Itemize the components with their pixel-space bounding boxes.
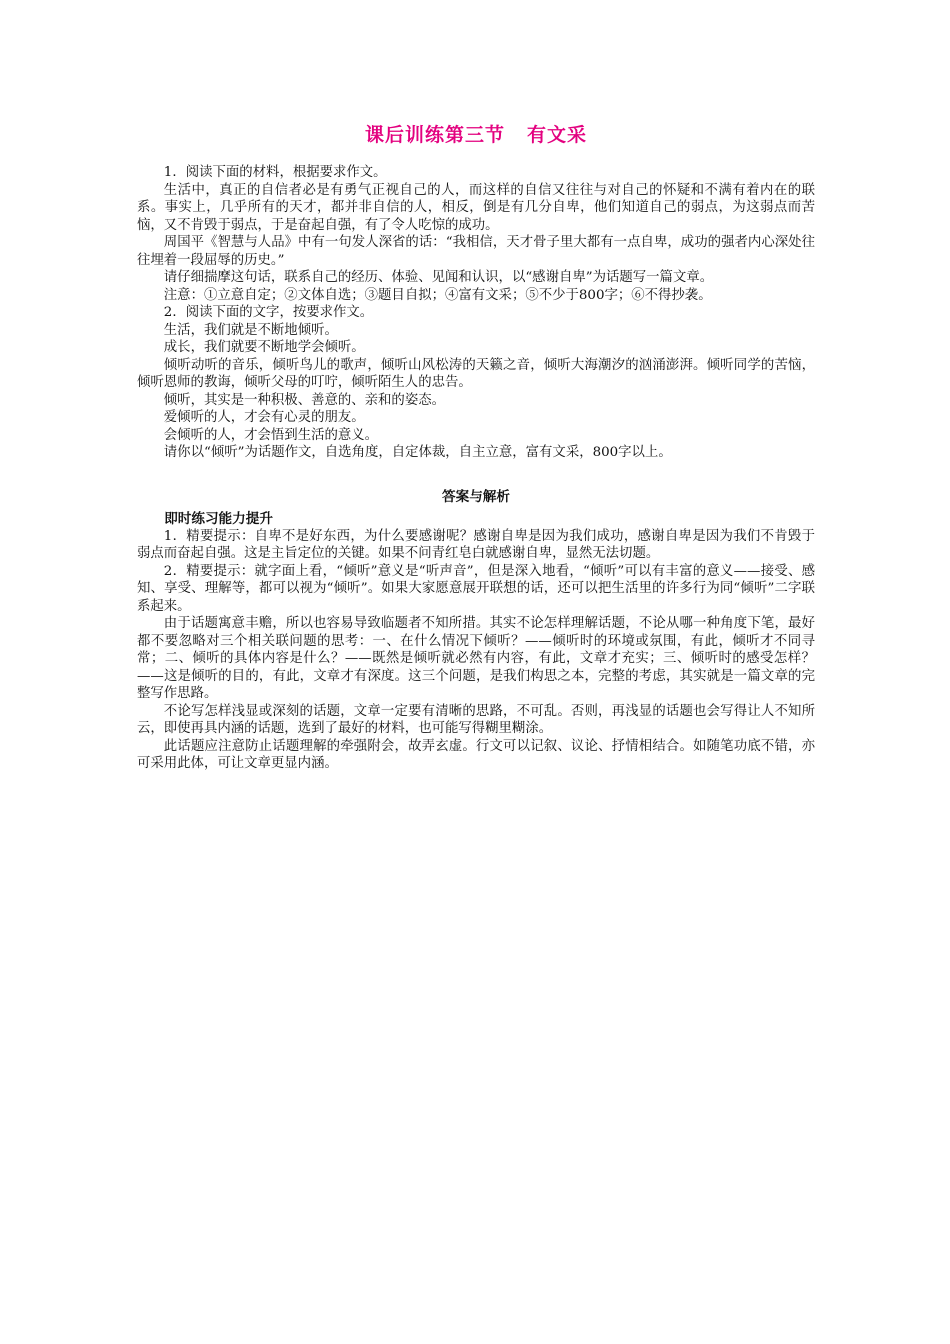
answer-paragraph: 不论写怎样浅显或深刻的话题，文章一定要有清晰的思路，不可乱。否则，再浅显的话题也会写得让人不知所云，即使再具内涵的话题，选到了最好的材料，也可能写得糊里糊涂。: [137, 703, 815, 736]
question-1-heading: 1．阅读下面的材料，根据要求作文。: [163, 165, 387, 180]
answer-section-title: 答案与解析: [442, 488, 510, 505]
answer-paragraph: 2．精要提示：就字面上看，“倾听”意义是“听声音”，但是深入地看，“倾听”可以有丰富的意义——接受、感知、享受、理解等，都可以视为“倾听”。如果大家愿意展开联想的话，还可以把生活里的许多行为同“倾听”二字联系起来。: [137, 563, 815, 614]
text-line: 生活，我们就是不断地倾听。: [163, 322, 338, 338]
quote-paragraph: 周国平《智慧与人品》中有一句发人深省的话：“我相信，天才骨子里大都有一点自卑，成功的强者内心深处往往埋着一段屈辱的历史。”: [137, 235, 815, 268]
text-paragraph: 倾听动听的音乐，倾听鸟儿的歌声，倾听山风松涛的天籁之音，倾听大海潮汐的汹涌澎湃。倾听同学的苦恼，倾听恩师的教诲，倾听父母的叮咛，倾听陌生人的忠告。: [137, 357, 815, 390]
page-title: [137, 120, 815, 150]
document-page: [137, 120, 815, 773]
question-2-heading: 2．阅读下面的文字，按要求作文。: [163, 305, 374, 320]
answer-subtitle: 即时练习能力提升: [164, 510, 273, 527]
text-line: 会倾听的人，才会悟到生活的意义。: [163, 427, 379, 443]
questions-section: [137, 164, 815, 462]
text-line: 成长，我们就要不断地学会倾听。: [163, 340, 365, 355]
answer-paragraph: 1．精要提示：自卑不是好东西，为什么要感谢呢？感谢自卑是因为我们成功，感谢自卑是因为我们不肯毁于弱点而奋起自强。这是主旨定位的关键。如果不问青红皂白就感谢自卑，显然无法切题。: [137, 528, 815, 561]
title-part-1: 课后训练第三节: [364, 124, 505, 146]
text-line: 倾听，其实是一种积极、善意的、亲和的姿态。: [163, 392, 445, 408]
instruction-paragraph: 请仔细揣摩这句话，联系自己的经历、体验、见闻和认识，以“感谢自卑”为话题写一篇文章。: [163, 270, 714, 285]
answer-paragraph: 此话题应注意防止话题理解的牵强附会，故弄玄虚。行文可以记叙、议论、抒情相结合。如随笔功底不错，亦可采用此体，可让文章更显内涵。: [137, 738, 815, 771]
title-part-2: 有文采: [527, 124, 588, 146]
answers-section: [137, 528, 815, 773]
material-paragraph: 生活中，真正的自信者必是有勇气正视自己的人，而这样的自信又往往与对自己的怀疑和不满有着内在的联系。事实上，几乎所有的天才，都并非自信的人，相反，倒是有几分自卑，他们知道自己的弱点，为这弱点而苦恼，又不肯毁于弱点，于是奋起自强，有了令人吃惊的成功。: [137, 182, 815, 233]
instruction-paragraph: 请你以“倾听”为话题作文，自选角度，自定体裁，自主立意，富有文采，800字以上。: [163, 445, 672, 460]
answer-paragraph: 由于话题寓意丰赡，所以也容易导致临题者不知所措。其实不论怎样理解话题，不论从哪一种角度下笔，最好都不要忽略对三个相关联问题的思考：一、在什么情况下倾听？——倾听时的环境或氛围，有此，倾听才不同寻常；二、倾听的具体内容是什么？——既然是倾听就必然有内容，有此，文章才充实；三、倾听时的感受怎样？——这是倾听的目的，有此，文章才有深度。这三个问题，是我们构思之本，完整的考虑，其实就是一篇文章的完整写作思路。: [137, 616, 815, 701]
notes-paragraph: 注意：①立意自定；②文体自选；③题目自拟；④富有文采；⑤不少于800字；⑥不得抄袭。: [163, 287, 712, 303]
text-line: 爱倾听的人，才会有心灵的朋友。: [163, 410, 365, 425]
